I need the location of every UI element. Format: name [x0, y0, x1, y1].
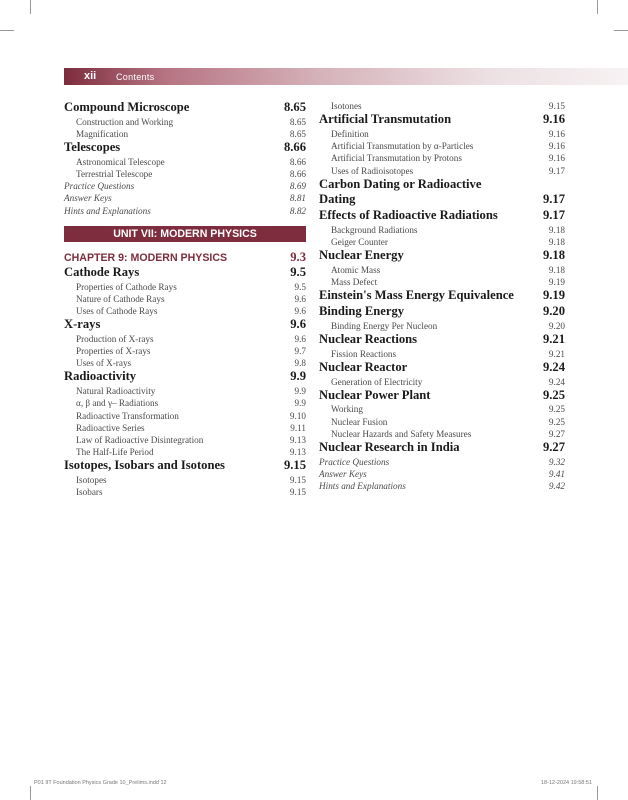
- toc-entry-title: Nuclear Research in India: [319, 440, 460, 455]
- toc-entry-page: 9.6: [294, 305, 306, 316]
- toc-subsection-entry[interactable]: [319, 320, 565, 332]
- crop-mark: [30, 786, 31, 800]
- toc-subsection-entry[interactable]: [319, 428, 565, 440]
- footer-file-info: P01 IIT Foundation Physics Grade 10_Prelims.indd 12: [34, 780, 167, 786]
- toc-entry-title: Mass Defect: [331, 277, 378, 288]
- toc-entry-page: 9.8: [294, 358, 306, 369]
- toc-entry-title: Practice Questions: [319, 456, 390, 467]
- toc-entry-page: 9.7: [294, 346, 306, 357]
- toc-entry-title: Einstein's Mass Energy Equivalence: [319, 288, 514, 303]
- crop-mark: [0, 30, 14, 31]
- toc-entry-page: 9.15: [548, 101, 565, 111]
- toc-subsection-entry[interactable]: [319, 276, 565, 288]
- toc-entry-title: Terrestrial Telescope: [76, 169, 153, 180]
- toc-backmatter-entry[interactable]: [319, 480, 565, 492]
- toc-section-entry[interactable]: [319, 360, 565, 376]
- toc-entry-page: 9.17: [542, 192, 565, 207]
- toc-subsection-entry[interactable]: [319, 416, 565, 428]
- toc-subsection-entry[interactable]: [64, 168, 306, 180]
- toc-entry-page: 9.16: [548, 128, 565, 139]
- toc-entry-title: Isotones: [331, 101, 362, 111]
- toc-entry-page: 8.66: [283, 140, 306, 155]
- toc-entry-title: Geiger Counter: [331, 237, 388, 248]
- toc-entry-page: 9.16: [548, 153, 565, 164]
- toc-entry-title: Uses of X-rays: [76, 358, 132, 369]
- toc-subsection-entry[interactable]: [319, 152, 565, 164]
- toc-left-column: [64, 100, 306, 498]
- toc-entry-title: X-rays: [64, 317, 101, 332]
- toc-subsection-entry[interactable]: [64, 385, 306, 397]
- toc-entry-title: Properties of X-rays: [76, 346, 151, 357]
- toc-entry-page: 9.24: [548, 376, 565, 387]
- toc-entry-title: Hints and Explanations: [64, 205, 151, 216]
- toc-subsection-entry[interactable]: [64, 345, 306, 357]
- toc-subsection-entry[interactable]: [64, 410, 306, 422]
- toc-entry-title: Hints and Explanations: [319, 481, 406, 492]
- toc-entry-title: CHAPTER 9: MODERN PHYSICS: [64, 251, 228, 264]
- toc-entry-page: 9.27: [548, 428, 565, 439]
- toc-section-entry[interactable]: [319, 177, 565, 208]
- toc-entry-page: 9.17: [542, 208, 565, 223]
- toc-entry-title: Natural Radioactivity: [76, 386, 156, 397]
- toc-entry-page: 9.24: [542, 359, 565, 374]
- toc-backmatter-entry[interactable]: [319, 456, 565, 468]
- toc-entry-page: 9.9: [290, 369, 306, 384]
- toc-entry-page: 9.15: [289, 475, 306, 486]
- toc-entry-title: Nuclear Power Plant: [319, 387, 431, 402]
- toc-entry-title: Radioactive Transformation: [76, 410, 179, 421]
- toc-section-entry[interactable]: [319, 332, 565, 348]
- toc-entry-title: Practice Questions: [64, 181, 135, 192]
- toc-entry-title: Radioactive Series: [76, 422, 145, 433]
- toc-entry-page: 9.20: [548, 320, 565, 331]
- toc-subsection-entry[interactable]: [319, 165, 565, 177]
- crop-mark: [597, 0, 598, 14]
- toc-entry-title: Binding Energy Per Nucleon: [331, 320, 438, 331]
- toc-entry-page: 9.16: [542, 112, 565, 127]
- toc-entry-page: 9.9: [294, 386, 306, 397]
- toc-entry-title: Cathode Rays: [64, 264, 140, 279]
- toc-entry-title: α, β and γ– Radiations: [76, 398, 159, 409]
- toc-entry-page: 9.21: [542, 331, 565, 346]
- toc-backmatter-entry[interactable]: [64, 180, 306, 192]
- toc-entry-title: Nuclear Fusion: [331, 416, 388, 427]
- toc-entry-title: Construction and Working: [76, 116, 174, 127]
- toc-entry-title: Artificial Transmutation by α-Particles: [331, 141, 474, 152]
- toc-section-entry[interactable]: [64, 140, 306, 156]
- toc-subsection-entry[interactable]: [64, 486, 306, 498]
- toc-entry-page: 8.65: [283, 100, 306, 114]
- toc-entry-page: 9.6: [290, 317, 306, 332]
- toc-entry-title: Production of X-rays: [76, 333, 154, 344]
- toc-entry-title: Uses of Radioisotopes: [331, 165, 414, 176]
- toc-entry-page: 8.66: [289, 169, 306, 180]
- header-title: Contents: [116, 72, 155, 82]
- toc-entry-page: 9.5: [294, 281, 306, 292]
- toc-subsection-entry[interactable]: [64, 357, 306, 369]
- toc-section-entry[interactable]: [64, 265, 306, 281]
- toc-section-entry[interactable]: [319, 388, 565, 404]
- toc-subsection-entry[interactable]: [64, 422, 306, 434]
- unit-heading: UNIT VII: MODERN PHYSICS: [64, 226, 306, 242]
- toc-section-entry[interactable]: [319, 440, 565, 456]
- toc-section-entry[interactable]: [319, 112, 565, 128]
- toc-entry-page: 9.18: [548, 237, 565, 248]
- toc-entry-page: 9.6: [294, 333, 306, 344]
- toc-entry-page: 9.32: [548, 456, 565, 467]
- toc-entry-title: Nuclear Energy: [319, 248, 404, 263]
- toc-subsection-entry[interactable]: [319, 140, 565, 152]
- toc-subsection-entry[interactable]: [319, 128, 565, 140]
- header-page-number: xii: [84, 70, 97, 82]
- toc-entry-title: Carbon Dating or Radioactive Dating: [319, 176, 482, 207]
- toc-backmatter-entry[interactable]: [319, 468, 565, 480]
- toc-section-entry[interactable]: [64, 100, 306, 116]
- toc-entry-title: Magnification: [76, 128, 129, 139]
- toc-entry-title: Artificial Transmutation: [319, 112, 452, 127]
- toc-entry-page: 9.3: [290, 249, 306, 264]
- toc-entry-title: Answer Keys: [64, 193, 112, 204]
- toc-subsection-entry[interactable]: [319, 100, 565, 112]
- toc-entry-page: 9.18: [548, 224, 565, 235]
- toc-subsection-entry[interactable]: [64, 446, 306, 458]
- toc-backmatter-entry[interactable]: [64, 192, 306, 204]
- toc-entry-title: Nuclear Hazards and Safety Measures: [331, 428, 472, 439]
- toc-subsection-entry[interactable]: [64, 116, 306, 128]
- crop-mark: [614, 30, 628, 31]
- toc-entry-page: 9.27: [542, 440, 565, 455]
- toc-entry-title: Generation of Electricity: [331, 376, 423, 387]
- toc-entry-title: Artificial Transmutation by Protons: [331, 153, 462, 164]
- toc-subsection-entry[interactable]: [64, 281, 306, 293]
- toc-subsection-entry[interactable]: [64, 156, 306, 168]
- toc-entry-page: 9.21: [548, 348, 565, 359]
- toc-entry-page: 9.20: [542, 304, 565, 319]
- toc-subsection-entry[interactable]: [319, 403, 565, 415]
- toc-entry-title: Binding Energy: [319, 304, 405, 319]
- toc-entry-title: Compound Microscope: [64, 100, 190, 114]
- crop-mark: [597, 786, 598, 800]
- toc-entry-page: 9.6: [294, 293, 306, 304]
- toc-section-entry[interactable]: [64, 369, 306, 385]
- toc-section-entry[interactable]: [319, 288, 565, 304]
- toc-subsection-entry[interactable]: [319, 236, 565, 248]
- toc-subsection-entry[interactable]: [64, 305, 306, 317]
- toc-entry-title: Answer Keys: [319, 468, 367, 479]
- toc-entry-page: 8.65: [289, 128, 306, 139]
- toc-entry-page: 9.11: [290, 422, 306, 433]
- toc-entry-title: The Half-Life Period: [76, 447, 154, 458]
- toc-entry-page: 9.18: [548, 264, 565, 275]
- toc-entry-title: Effects of Radioactive Radiations: [319, 208, 498, 223]
- toc-entry-title: Nuclear Reactor: [319, 359, 408, 374]
- toc-entry-page: 9.9: [294, 398, 306, 409]
- toc-entry-title: Radioactivity: [64, 369, 137, 384]
- toc-subsection-entry[interactable]: [64, 128, 306, 140]
- toc-entry-title: Nuclear Reactions: [319, 331, 418, 346]
- toc-entry-page: 9.19: [542, 288, 565, 303]
- toc-section-entry[interactable]: [319, 208, 565, 224]
- toc-entry-page: 9.13: [289, 434, 306, 445]
- toc-section-entry[interactable]: [64, 317, 306, 333]
- toc-subsection-entry[interactable]: [319, 264, 565, 276]
- toc-backmatter-entry[interactable]: [64, 205, 306, 217]
- toc-subsection-entry[interactable]: [64, 474, 306, 486]
- toc-entry-page: 8.69: [289, 181, 306, 192]
- toc-subsection-entry[interactable]: [319, 348, 565, 360]
- toc-subsection-entry[interactable]: [64, 397, 306, 409]
- toc-section-entry[interactable]: [64, 458, 306, 474]
- toc-entry-page: 8.82: [289, 205, 306, 216]
- toc-entry-title: Atomic Mass: [331, 264, 381, 275]
- toc-subsection-entry[interactable]: [64, 434, 306, 446]
- toc-entry-page: 9.42: [548, 481, 565, 492]
- toc-subsection-entry[interactable]: [319, 224, 565, 236]
- toc-entry-title: Telescopes: [64, 140, 121, 155]
- toc-entry-page: 9.16: [548, 141, 565, 152]
- toc-section-entry[interactable]: [319, 304, 565, 320]
- toc-entry-title: Fission Reactions: [331, 348, 397, 359]
- toc-entry-title: Definition: [331, 128, 369, 139]
- toc-subsection-entry[interactable]: [319, 376, 565, 388]
- toc-entry-page: 9.19: [548, 277, 565, 288]
- toc-entry-page: 8.66: [289, 156, 306, 167]
- toc-section-entry[interactable]: [319, 248, 565, 264]
- crop-mark: [30, 0, 31, 14]
- toc-entry-title: Isobars: [76, 487, 103, 498]
- toc-entry-title: Background Radiations: [331, 224, 418, 235]
- toc-entry-title: Working: [331, 404, 363, 415]
- toc-entry-page: 9.15: [283, 458, 306, 473]
- toc-entry-page: 9.25: [548, 416, 565, 427]
- toc-entry-page: 9.5: [290, 264, 306, 279]
- toc-subsection-entry[interactable]: [64, 293, 306, 305]
- toc-entry-page: 9.18: [542, 248, 565, 263]
- toc-entry-page: 9.25: [542, 387, 565, 402]
- toc-entry-page: 8.65: [289, 116, 306, 127]
- toc-entry-title: Uses of Cathode Rays: [76, 305, 158, 316]
- toc-entry-title: Isotopes: [76, 475, 107, 486]
- toc-entry-title: Astronomical Telescope: [76, 156, 165, 167]
- toc-entry-page: 9.17: [548, 165, 565, 176]
- toc-entry-page: 9.15: [289, 487, 306, 498]
- toc-entry-title: Nature of Cathode Rays: [76, 293, 165, 304]
- toc-entry-page: 9.10: [289, 410, 306, 421]
- toc-chapter-entry[interactable]: [64, 250, 306, 265]
- toc-entry-page: 9.13: [289, 447, 306, 458]
- toc-entry-title: Properties of Cathode Rays: [76, 281, 177, 292]
- toc-entry-title: Law of Radioactive Disintegration: [76, 434, 204, 445]
- toc-entry-title: Isotopes, Isobars and Isotones: [64, 458, 225, 473]
- toc-right-column: [319, 100, 565, 492]
- toc-subsection-entry[interactable]: [64, 333, 306, 345]
- toc-entry-page: 9.25: [548, 404, 565, 415]
- toc-entry-page: 9.41: [548, 468, 565, 479]
- toc-entry-page: 8.81: [289, 193, 306, 204]
- footer-timestamp: 18-12-2024 19:58:51: [540, 780, 592, 786]
